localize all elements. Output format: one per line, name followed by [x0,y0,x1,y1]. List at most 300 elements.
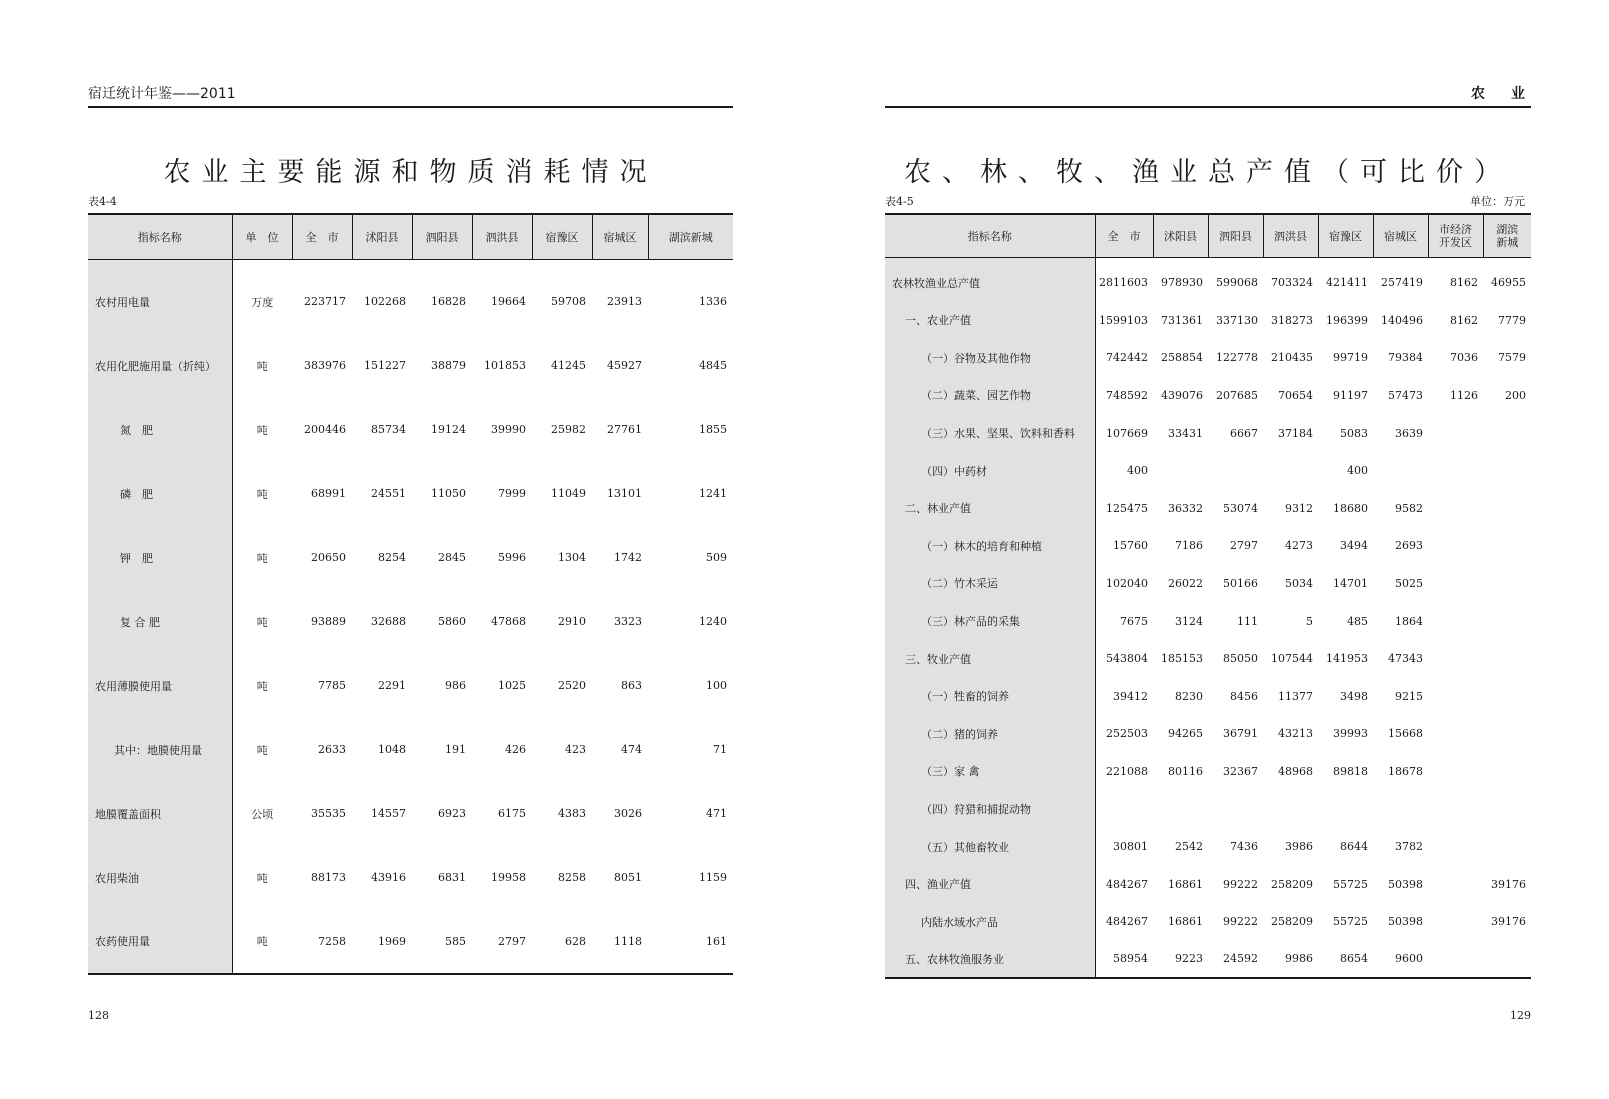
table-cell: 7779 [1498,313,1526,327]
table-cell: 4383 [558,807,586,820]
table-cell: 1159 [699,871,727,884]
table-cell [1428,790,1483,828]
column-header: 市经济开发区 [1428,214,1483,258]
row-unit: 公顷 [251,807,274,821]
table-cell: 13101 [607,487,642,500]
table-cell: 383976 [304,359,346,372]
table-row [885,452,1531,490]
table-cell: 8051 [614,871,642,884]
table-row [885,903,1531,941]
table-cell: 16861 [1168,877,1203,891]
table-cell: 400 [1347,464,1368,478]
row-label: 农用薄膜使用量 [88,654,232,718]
table-cell: 1599103 [1099,313,1148,327]
table-cell: 33431 [1168,426,1203,440]
row-unit: 吨 [256,743,268,757]
table-cell: 210435 [1271,351,1313,365]
table-cell: 1864 [1395,614,1423,628]
table-cell: 863 [621,679,642,692]
table-cell: 41245 [551,359,586,372]
table-cell: 7999 [498,487,526,500]
table-cell: 6667 [1230,426,1258,440]
page-number-right: 129 [1510,1009,1531,1022]
table-cell: 207685 [1216,388,1258,402]
row-label: 一、农业产值 [885,302,1095,340]
table-cell: 18678 [1388,764,1423,778]
running-head-text: 宿迁统计年鉴——2011 [88,86,236,102]
table-cell: 16828 [431,295,466,309]
table-cell: 102040 [1106,576,1148,590]
table-cell: 2845 [438,551,466,564]
row-label: （一）牲畜的饲养 [885,677,1095,715]
table-cell: 53074 [1223,501,1258,515]
table-cell: 8654 [1318,941,1373,979]
table-cell: 107669 [1106,426,1148,440]
table-row [88,590,733,654]
row-label: 五、农林牧渔服务业 [885,941,1095,979]
table-cell: 14557 [371,807,406,820]
table-cell: 1048 [378,743,406,756]
table-cell: 1240 [699,615,727,628]
table-row [885,565,1531,603]
table-cell [1428,602,1483,640]
table-cell: 252503 [1106,727,1148,741]
column-header: 泗阳县 [412,214,472,260]
table-cell [1428,565,1483,603]
table-cell: 1025 [498,679,526,692]
table-cell: 731361 [1161,313,1203,327]
row-label: （三）林产品的采集 [885,602,1095,640]
table-cell: 140496 [1381,313,1423,327]
table-cell: 471 [706,807,727,820]
column-header: 泗洪县 [472,214,532,260]
table-cell: 32367 [1223,764,1258,778]
page-title-right: 农、林、牧、渔业总产值（可比价） [904,157,1512,189]
table-cell: 2797 [1230,539,1258,553]
table-cell: 38879 [431,359,466,372]
row-label: 磷 肥 [88,462,232,526]
column-header: 沭阳县 [352,214,412,260]
table-cell: 5083 [1340,426,1368,440]
row-unit: 吨 [256,615,268,629]
running-head-left [88,86,733,108]
table-cell: 25982 [551,423,586,436]
row-label: 地膜覆盖面积 [88,782,232,846]
column-header: 全 市 [1095,214,1153,258]
table-cell [1208,790,1263,828]
table-row [88,782,733,846]
table-row [88,526,733,590]
row-unit: 吨 [256,551,268,565]
table-cell [1483,790,1531,828]
row-label: 三、牧业产值 [885,640,1095,678]
table-cell: 4845 [699,359,727,372]
row-label: 其中：地膜使用量 [88,718,232,782]
column-header: 指标名称 [88,214,232,260]
table-cell: 986 [445,679,466,692]
table-cell: 79384 [1388,351,1423,365]
table-row [88,334,733,398]
table-cell: 337130 [1216,313,1258,327]
table-cell: 45927 [607,359,642,372]
table-row [885,602,1531,640]
running-head-text: 农 业 [1471,86,1531,102]
table-cell: 39993 [1333,727,1368,741]
table-cell: 8162 [1450,276,1478,290]
table-cell: 39990 [491,423,526,436]
table-cell: 141953 [1326,652,1368,666]
table-cell: 7675 [1120,614,1148,628]
table-cell: 8644 [1340,840,1368,854]
table-cell: 3124 [1175,614,1203,628]
table-cell [1428,452,1483,490]
table-cell: 23913 [607,295,642,309]
table-cell: 9582 [1395,501,1423,515]
table-cell [1483,753,1531,791]
table-cell: 7036 [1450,351,1478,365]
table-cell: 20650 [311,551,346,564]
table-cell: 43213 [1278,727,1313,741]
table-cell [1428,753,1483,791]
table-cell [1483,489,1531,527]
table-cell: 1304 [558,551,586,564]
table-cell [1483,941,1531,979]
left-page [88,0,733,1099]
table-4-5 [885,213,1531,979]
table-cell: 509 [706,551,727,564]
table-cell [1428,640,1483,678]
table-cell: 9600 [1373,941,1428,979]
page-title-left: 农业主要能源和物质消耗情况 [163,157,658,189]
table-header-row [885,214,1531,258]
table-cell: 11377 [1278,689,1313,703]
table-cell [1483,602,1531,640]
row-label: 农用柴油 [88,846,232,910]
table-row [885,828,1531,866]
column-header: 湖滨新城 [648,214,733,260]
row-label: （四）狩猎和捕捉动物 [885,790,1095,828]
table-cell: 258209 [1271,915,1313,929]
table-cell: 26022 [1168,576,1203,590]
table-row [88,462,733,526]
table-cell: 2811603 [1099,276,1148,290]
table-cell: 50398 [1388,877,1423,891]
table-row [885,414,1531,452]
table-row [885,302,1531,340]
table-cell [1263,452,1318,490]
table-cell: 39176 [1491,877,1526,891]
table-cell [1483,677,1531,715]
table-cell: 85734 [371,423,406,436]
column-header: 沭阳县 [1153,214,1208,258]
table-row [885,640,1531,678]
column-header: 宿城区 [1373,214,1428,258]
table-cell [1263,790,1318,828]
table-cell [1373,452,1428,490]
table-cell: 1742 [614,551,642,564]
table-cell: 55725 [1333,877,1368,891]
table-cell: 102268 [364,295,406,309]
table-cell: 5025 [1395,576,1423,590]
table-cell: 474 [621,743,642,756]
table-cell: 1126 [1450,388,1478,402]
table-cell: 258209 [1271,877,1313,891]
row-label: （二）蔬菜、园艺作物 [885,377,1095,415]
table-cell: 99719 [1333,351,1368,365]
table-cell: 50398 [1388,915,1423,929]
row-label: 氮 肥 [88,398,232,462]
table-row [885,715,1531,753]
row-unit: 吨 [256,871,268,885]
table-cell: 1336 [699,295,727,309]
table-cell: 89818 [1333,764,1368,778]
table-cell: 18680 [1333,501,1368,515]
table-cell: 39412 [1113,689,1148,703]
table-number-right: 表4-5 [885,195,914,208]
table-row [885,339,1531,377]
table-cell: 94265 [1168,727,1203,741]
table-cell: 1969 [352,910,412,974]
table-row [88,846,733,910]
table-cell: 71 [713,743,727,756]
table-cell [1318,790,1373,828]
table-cell [1483,828,1531,866]
table-cell: 599068 [1216,276,1258,290]
column-header: 泗洪县 [1263,214,1318,258]
table-cell: 1241 [699,487,727,500]
table-cell: 3639 [1395,426,1423,440]
table-cell: 151227 [364,359,406,372]
table-cell: 5996 [498,551,526,564]
table-cell: 5034 [1285,576,1313,590]
page-number-left: 128 [88,1009,109,1022]
table-cell: 421411 [1326,276,1368,290]
table-cell [1428,828,1483,866]
running-head-right [885,86,1531,108]
table-cell: 32688 [371,615,406,628]
table-cell: 55725 [1333,915,1368,929]
table-cell: 100 [706,679,727,692]
column-header: 泗阳县 [1208,214,1263,258]
table-cell: 93889 [311,615,346,628]
table-cell: 3026 [614,807,642,820]
table-cell: 318273 [1271,313,1313,327]
table-cell: 125475 [1106,501,1148,515]
table-cell: 5 [1306,614,1313,628]
table-cell: 200 [1505,388,1526,402]
table-cell: 99222 [1223,877,1258,891]
row-label: （二）竹木采运 [885,565,1095,603]
table-cell [1483,452,1531,490]
column-header: 宿城区 [592,214,648,260]
table-cell [1428,414,1483,452]
table-cell: 485 [1347,614,1368,628]
table-number-left: 表4-4 [88,195,117,208]
table-row [885,258,1531,302]
table-cell: 91197 [1333,388,1368,402]
table-cell: 221088 [1106,764,1148,778]
table-cell: 7436 [1230,840,1258,854]
row-unit: 吨 [232,910,292,974]
table-cell: 2633 [318,743,346,756]
table-cell: 257419 [1381,276,1423,290]
table-cell: 99222 [1223,915,1258,929]
table-cell: 24551 [371,487,406,500]
table-row [885,790,1531,828]
table-cell: 2797 [472,910,532,974]
table-cell: 46955 [1491,276,1526,290]
row-label: 内陆水域水产品 [885,903,1095,941]
table-row [88,260,733,334]
table-cell: 27761 [607,423,642,436]
column-header: 宿豫区 [1318,214,1373,258]
column-header: 湖滨新城 [1483,214,1531,258]
table-cell: 85050 [1223,652,1258,666]
table-cell: 122778 [1216,351,1258,365]
table-row [88,718,733,782]
table-cell: 59708 [551,295,586,309]
table-4-4 [88,213,733,975]
table-cell: 50166 [1223,576,1258,590]
table-cell: 11050 [431,487,466,500]
table-cell: 185153 [1161,652,1203,666]
row-label: （二）猪的饲养 [885,715,1095,753]
table-cell: 191 [445,743,466,756]
table-row [885,677,1531,715]
table-cell: 6175 [498,807,526,820]
table-row [88,398,733,462]
table-cell [1153,790,1208,828]
table-cell: 200446 [304,423,346,436]
table-cell [1483,565,1531,603]
table-cell: 111 [1237,614,1258,628]
table-cell: 30801 [1113,840,1148,854]
table-cell: 8254 [378,551,406,564]
table-cell: 3494 [1340,539,1368,553]
table-cell [1483,527,1531,565]
table-cell: 2291 [378,679,406,692]
table-cell: 16861 [1168,915,1203,929]
row-label: 四、渔业产值 [885,865,1095,903]
table-cell: 24592 [1208,941,1263,979]
table-cell [1428,527,1483,565]
table-cell: 161 [648,910,733,974]
column-header: 指标名称 [885,214,1095,258]
row-unit: 吨 [256,487,268,501]
table-cell: 36791 [1223,727,1258,741]
row-label: 钾 肥 [88,526,232,590]
table-cell: 585 [412,910,472,974]
row-label: （三）水果、坚果、饮料和香料 [885,414,1095,452]
table-cell: 7186 [1175,539,1203,553]
table-cell: 3323 [614,615,642,628]
column-header: 单 位 [232,214,292,260]
table-cell: 39176 [1491,915,1526,929]
table-cell: 484267 [1106,877,1148,891]
table-row [885,377,1531,415]
row-label: （五）其他畜牧业 [885,828,1095,866]
table-cell: 2910 [558,615,586,628]
table-cell: 7258 [292,910,352,974]
table-cell: 426 [505,743,526,756]
table-cell: 6831 [438,871,466,884]
row-label: 二、林业产值 [885,489,1095,527]
row-unit: 吨 [256,359,268,373]
table-cell: 19124 [431,423,466,436]
table-cell: 1118 [592,910,648,974]
table-cell [1428,903,1483,941]
row-label: 农药使用量 [88,910,232,974]
table-row [885,865,1531,903]
table-cell: 748592 [1106,388,1148,402]
table-cell: 258854 [1161,351,1203,365]
table-cell: 14701 [1333,576,1368,590]
table-row [885,489,1531,527]
table-cell: 6923 [438,807,466,820]
table-cell: 9223 [1153,941,1208,979]
table-cell: 543804 [1106,652,1148,666]
table-cell [1428,715,1483,753]
table-cell: 8230 [1175,689,1203,703]
table-cell [1483,715,1531,753]
table-cell: 8258 [558,871,586,884]
table-cell: 47343 [1388,652,1423,666]
table-cell [1428,489,1483,527]
row-unit: 吨 [256,423,268,437]
table-cell: 57473 [1388,388,1423,402]
table-cell: 8162 [1450,313,1478,327]
row-unit: 吨 [256,679,268,693]
table-cell: 400 [1127,464,1148,478]
row-unit: 万度 [251,295,274,309]
table-cell: 68991 [311,487,346,500]
table-cell [1483,414,1531,452]
table-cell: 8456 [1230,689,1258,703]
table-cell: 423 [565,743,586,756]
table-row [885,941,1531,979]
row-label: 复 合 肥 [88,590,232,654]
table-cell: 107544 [1271,652,1313,666]
table-row [88,654,733,718]
table-cell: 196399 [1326,313,1368,327]
row-label: （一）谷物及其他作物 [885,339,1095,377]
table-cell: 978930 [1161,276,1203,290]
table-cell: 80116 [1168,764,1203,778]
table-cell: 58954 [1095,941,1153,979]
table-cell: 47868 [491,615,526,628]
row-label: （一）林木的培育和种植 [885,527,1095,565]
table-cell: 9986 [1263,941,1318,979]
table-cell: 439076 [1161,388,1203,402]
table-cell: 48968 [1278,764,1313,778]
row-label: （四）中药材 [885,452,1095,490]
unit-note: 单位：万元 [1470,195,1525,208]
table-cell: 2693 [1395,539,1423,553]
table-cell: 3498 [1340,689,1368,703]
table-cell: 9215 [1395,689,1423,703]
table-cell: 3782 [1395,840,1423,854]
table-cell: 4273 [1285,539,1313,553]
table-cell: 11049 [551,487,586,500]
table-cell: 15760 [1113,539,1148,553]
table-cell: 2542 [1175,840,1203,854]
row-label: 农林牧渔业总产值 [885,258,1095,302]
table-cell: 101853 [484,359,526,372]
table-cell [1208,452,1263,490]
right-page [885,0,1531,1099]
table-row [88,910,733,974]
table-cell [1095,790,1153,828]
